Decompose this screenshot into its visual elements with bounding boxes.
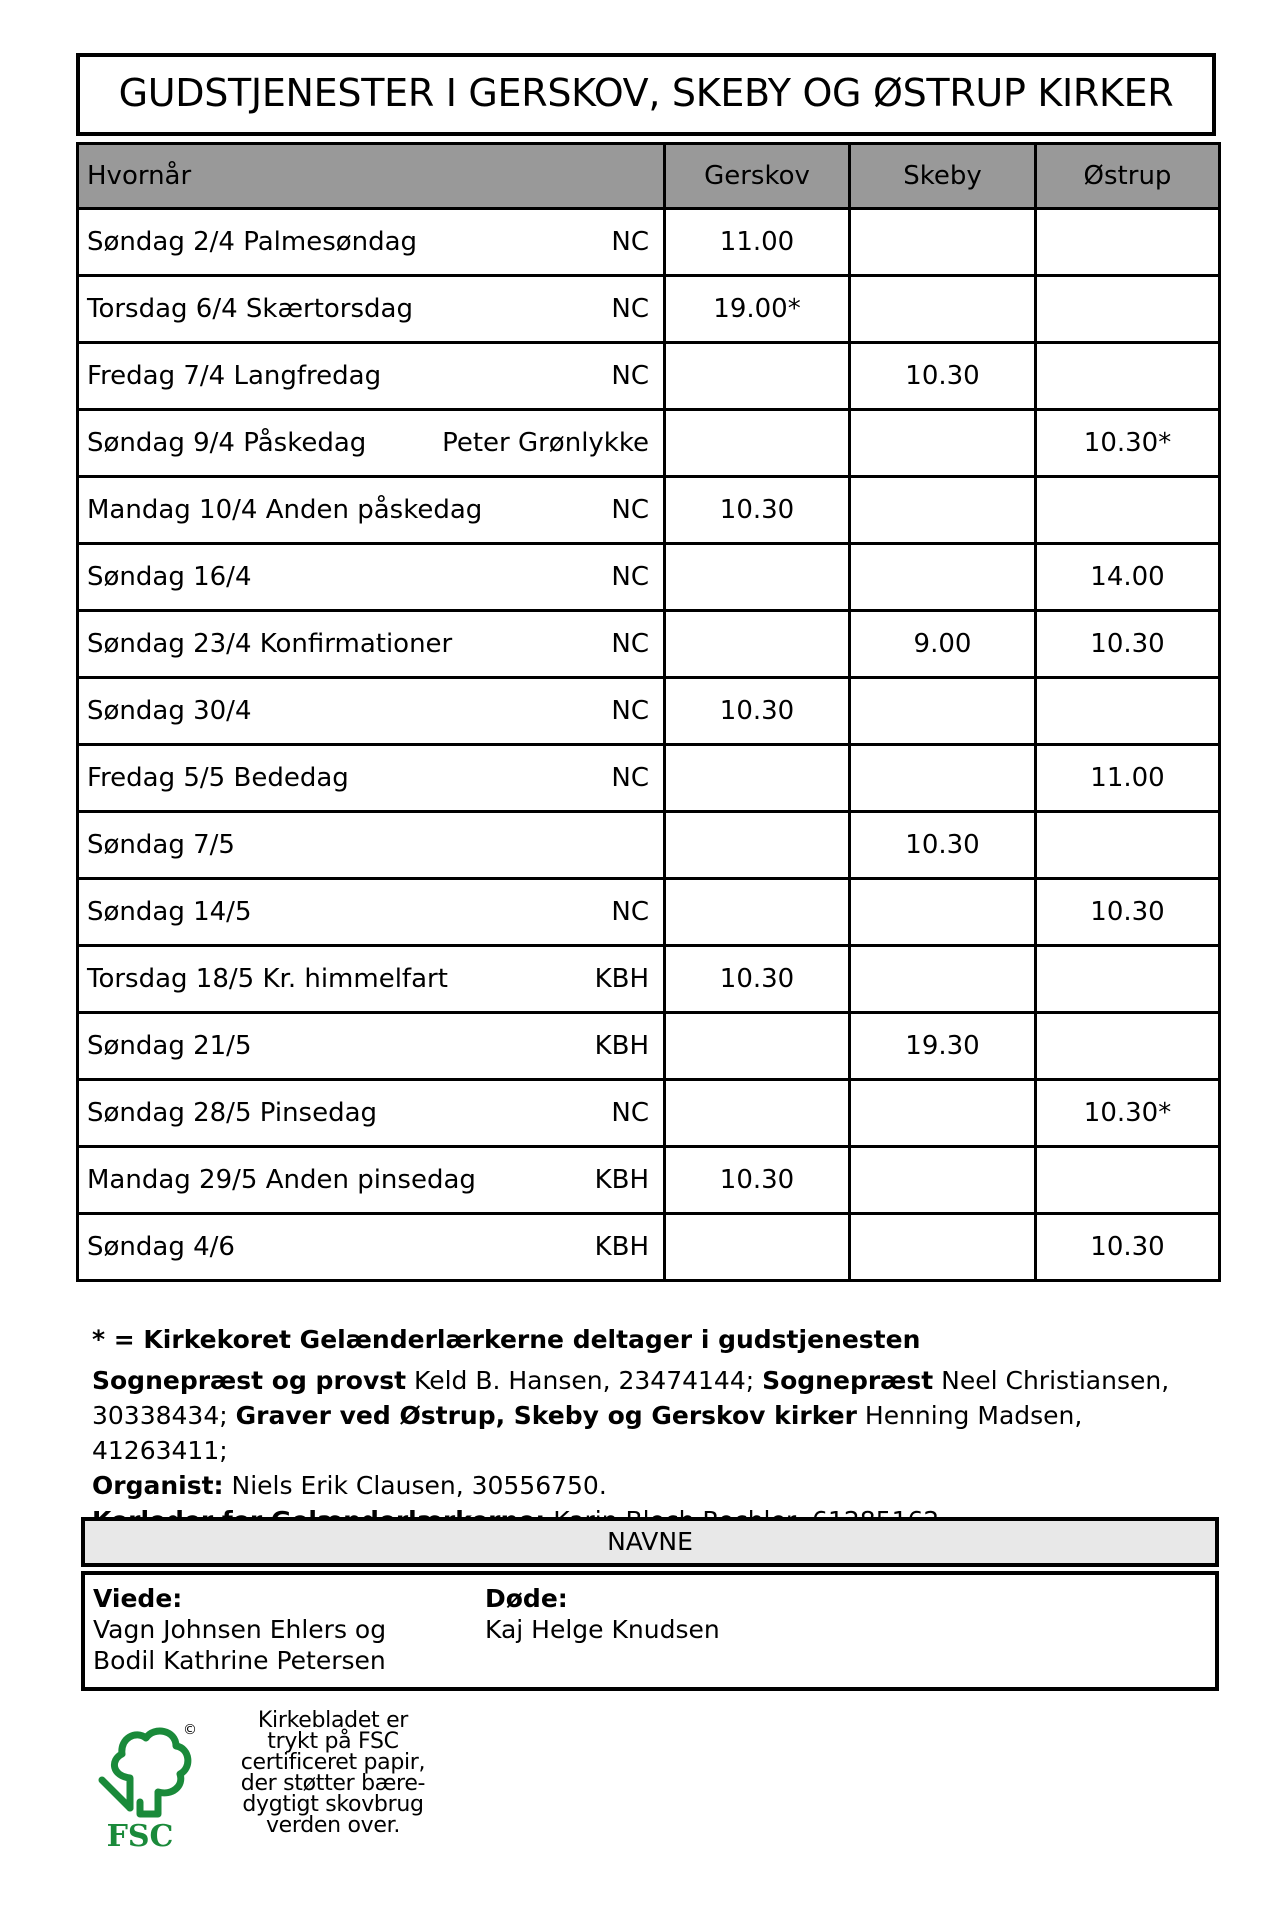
fsc-line: certificeret papir, [240,1750,426,1775]
schedule-table [76,142,1221,1282]
cell-ostrup [1036,1013,1220,1080]
service-day: Torsdag 6/4 Skærtorsdag [87,294,413,324]
cell-skeby: 19.30 [850,1013,1036,1080]
cell-gerskov: 19.00* [665,276,850,343]
table-row [78,611,1220,678]
table-row [78,812,1220,879]
table-row [78,745,1220,812]
cell-when [78,1080,665,1147]
cell-when [78,1147,665,1214]
cell-skeby [850,1147,1036,1214]
cell-gerskov: 10.30 [665,946,850,1013]
service-day: Fredag 7/4 Langfredag [87,361,382,391]
cell-ostrup [1036,812,1220,879]
chorus-note: * = Kirkekoret Gelænderlærkerne deltager i gudstjenesten [92,1325,921,1354]
service-day: Søndag 7/5 [87,830,235,860]
schedule-body [78,209,1220,1281]
service-priest: NC [611,1098,649,1128]
cell-when [78,1214,665,1281]
provst-label: Sognepræst og provst [92,1366,407,1395]
cell-when [78,812,665,879]
viede-section [93,1583,386,1676]
fsc-line: der støtter bære- [240,1771,426,1796]
table-row [78,343,1220,410]
cell-skeby [850,1080,1036,1147]
viede-line: Bodil Kathrine Petersen [93,1646,386,1675]
cell-gerskov [665,611,850,678]
service-day: Søndag 4/6 [87,1232,235,1262]
service-priest: NC [611,763,649,793]
cell-skeby: 9.00 [850,611,1036,678]
viede-label: Viede: [93,1584,183,1613]
cell-gerskov [665,410,850,477]
cell-ostrup: 14.00 [1036,544,1220,611]
service-priest: NC [611,227,649,257]
cell-gerskov [665,1080,850,1147]
table-row [78,276,1220,343]
fsc-logo [92,1718,212,1858]
dode-section [485,1583,720,1645]
cell-ostrup [1036,477,1220,544]
cell-gerskov [665,544,850,611]
fsc-line: Kirkebladet er [257,1708,409,1733]
copyright-icon: © [183,1722,197,1738]
cell-ostrup: 10.30 [1036,611,1220,678]
fsc-line: verden over. [265,1813,401,1838]
service-priest: Peter Grønlykke [442,428,649,458]
cell-ostrup [1036,1147,1220,1214]
service-day: Torsdag 18/5 Kr. himmelfart [87,964,448,994]
fsc-logo-text: FSC [106,1819,174,1854]
cell-when [78,946,665,1013]
cell-ostrup [1036,343,1220,410]
table-row [78,678,1220,745]
table-row [78,477,1220,544]
table-row [78,879,1220,946]
service-priest: KBH [594,964,649,994]
cell-ostrup: 10.30 [1036,879,1220,946]
cell-ostrup: 10.30* [1036,410,1220,477]
service-day: Søndag 21/5 [87,1031,252,1061]
service-priest: NC [611,562,649,592]
dode-line: Kaj Helge Knudsen [485,1615,720,1644]
column-header-skeby: Skeby [850,144,1036,209]
cell-when [78,544,665,611]
cell-ostrup: 11.00 [1036,745,1220,812]
cell-gerskov [665,1214,850,1281]
service-day: Søndag 30/4 [87,696,252,726]
table-row [78,1013,1220,1080]
column-header-when: Hvornår [78,144,665,209]
cell-ostrup: 10.30 [1036,1214,1220,1281]
cell-gerskov: 10.30 [665,1147,850,1214]
service-priest: NC [611,629,649,659]
service-priest: KBH [594,1232,649,1262]
title-box [76,53,1216,136]
cell-skeby [850,477,1036,544]
dode-label: Døde: [485,1584,568,1613]
cell-gerskov [665,1013,850,1080]
cell-skeby [850,544,1036,611]
viede-line: Vagn Johnsen Ehlers og [93,1615,387,1644]
service-priest: KBH [594,1031,649,1061]
organist-value: Niels Erik Clausen, 30556750. [223,1471,607,1500]
service-day: Søndag 23/4 Konfirmationer [87,629,453,659]
navne-header: NAVNE [81,1517,1219,1567]
cell-skeby [850,276,1036,343]
service-day: Fredag 5/5 Bededag [87,763,349,793]
cell-ostrup [1036,276,1220,343]
contact-info [92,1363,1222,1538]
service-priest: KBH [594,1165,649,1195]
service-day: Søndag 28/5 Pinsedag [87,1098,378,1128]
cell-when [78,209,665,276]
service-day: Mandag 10/4 Anden påskedag [87,495,483,525]
table-row [78,410,1220,477]
graver-label: Graver ved Østrup, Skeby og Gerskov kirker [235,1401,857,1430]
cell-skeby: 10.30 [850,812,1036,879]
page-title: GUDSTJENESTER I GERSKOV, SKEBY OG ØSTRUP KIRKER [118,71,1174,115]
cell-skeby [850,209,1036,276]
cell-ostrup [1036,946,1220,1013]
cell-gerskov [665,745,850,812]
cell-when [78,678,665,745]
cell-ostrup [1036,209,1220,276]
fsc-checkmark [102,1780,130,1808]
organist-label: Organist: [92,1471,224,1500]
column-header-gerskov: Gerskov [665,144,850,209]
service-priest: NC [611,294,649,324]
service-priest: NC [611,361,649,391]
service-day: Søndag 2/4 Palmesøndag [87,227,418,257]
table-row [78,946,1220,1013]
cell-skeby [850,1214,1036,1281]
cell-ostrup: 10.30* [1036,1080,1220,1147]
service-day: Mandag 29/5 Anden pinsedag [87,1165,476,1195]
table-row [78,1214,1220,1281]
cell-gerskov: 10.30 [665,678,850,745]
cell-gerskov: 10.30 [665,477,850,544]
cell-gerskov [665,812,850,879]
fsc-statement [238,1710,428,1836]
fsc-line: dygtigt skovbrug [242,1792,424,1817]
table-row [78,544,1220,611]
table-row [78,1147,1220,1214]
service-priest: NC [611,897,649,927]
cell-skeby [850,946,1036,1013]
cell-when [78,611,665,678]
cell-gerskov: 11.00 [665,209,850,276]
service-day: Søndag 16/4 [87,562,252,592]
table-row [78,209,1220,276]
cell-skeby [850,745,1036,812]
praest-label: Sognepræst [762,1366,934,1395]
service-day: Søndag 14/5 [87,897,252,927]
table-header-row [78,144,1220,209]
cell-gerskov [665,879,850,946]
cell-when [78,343,665,410]
navne-box [81,1571,1219,1691]
cell-when [78,879,665,946]
service-priest: NC [611,495,649,525]
notes [92,1322,1222,1538]
cell-skeby: 10.30 [850,343,1036,410]
cell-gerskov [665,343,850,410]
cell-when [78,276,665,343]
cell-skeby [850,879,1036,946]
cell-when [78,477,665,544]
provst-value: Keld B. Hansen, 23474144; [406,1366,763,1395]
cell-skeby [850,410,1036,477]
fsc-line: trykt på FSC [267,1729,399,1754]
cell-skeby [850,678,1036,745]
service-priest: NC [611,696,649,726]
praest-value: Neel Christiansen, 30338434; [92,1366,1170,1430]
graver-value: Henning Madsen, 41263411; [92,1401,1083,1465]
cell-when [78,410,665,477]
table-row [78,1080,1220,1147]
column-header-ostrup: Østrup [1036,144,1220,209]
cell-when [78,745,665,812]
service-day: Søndag 9/4 Påskedag [87,428,367,458]
cell-ostrup [1036,678,1220,745]
cell-when [78,1013,665,1080]
